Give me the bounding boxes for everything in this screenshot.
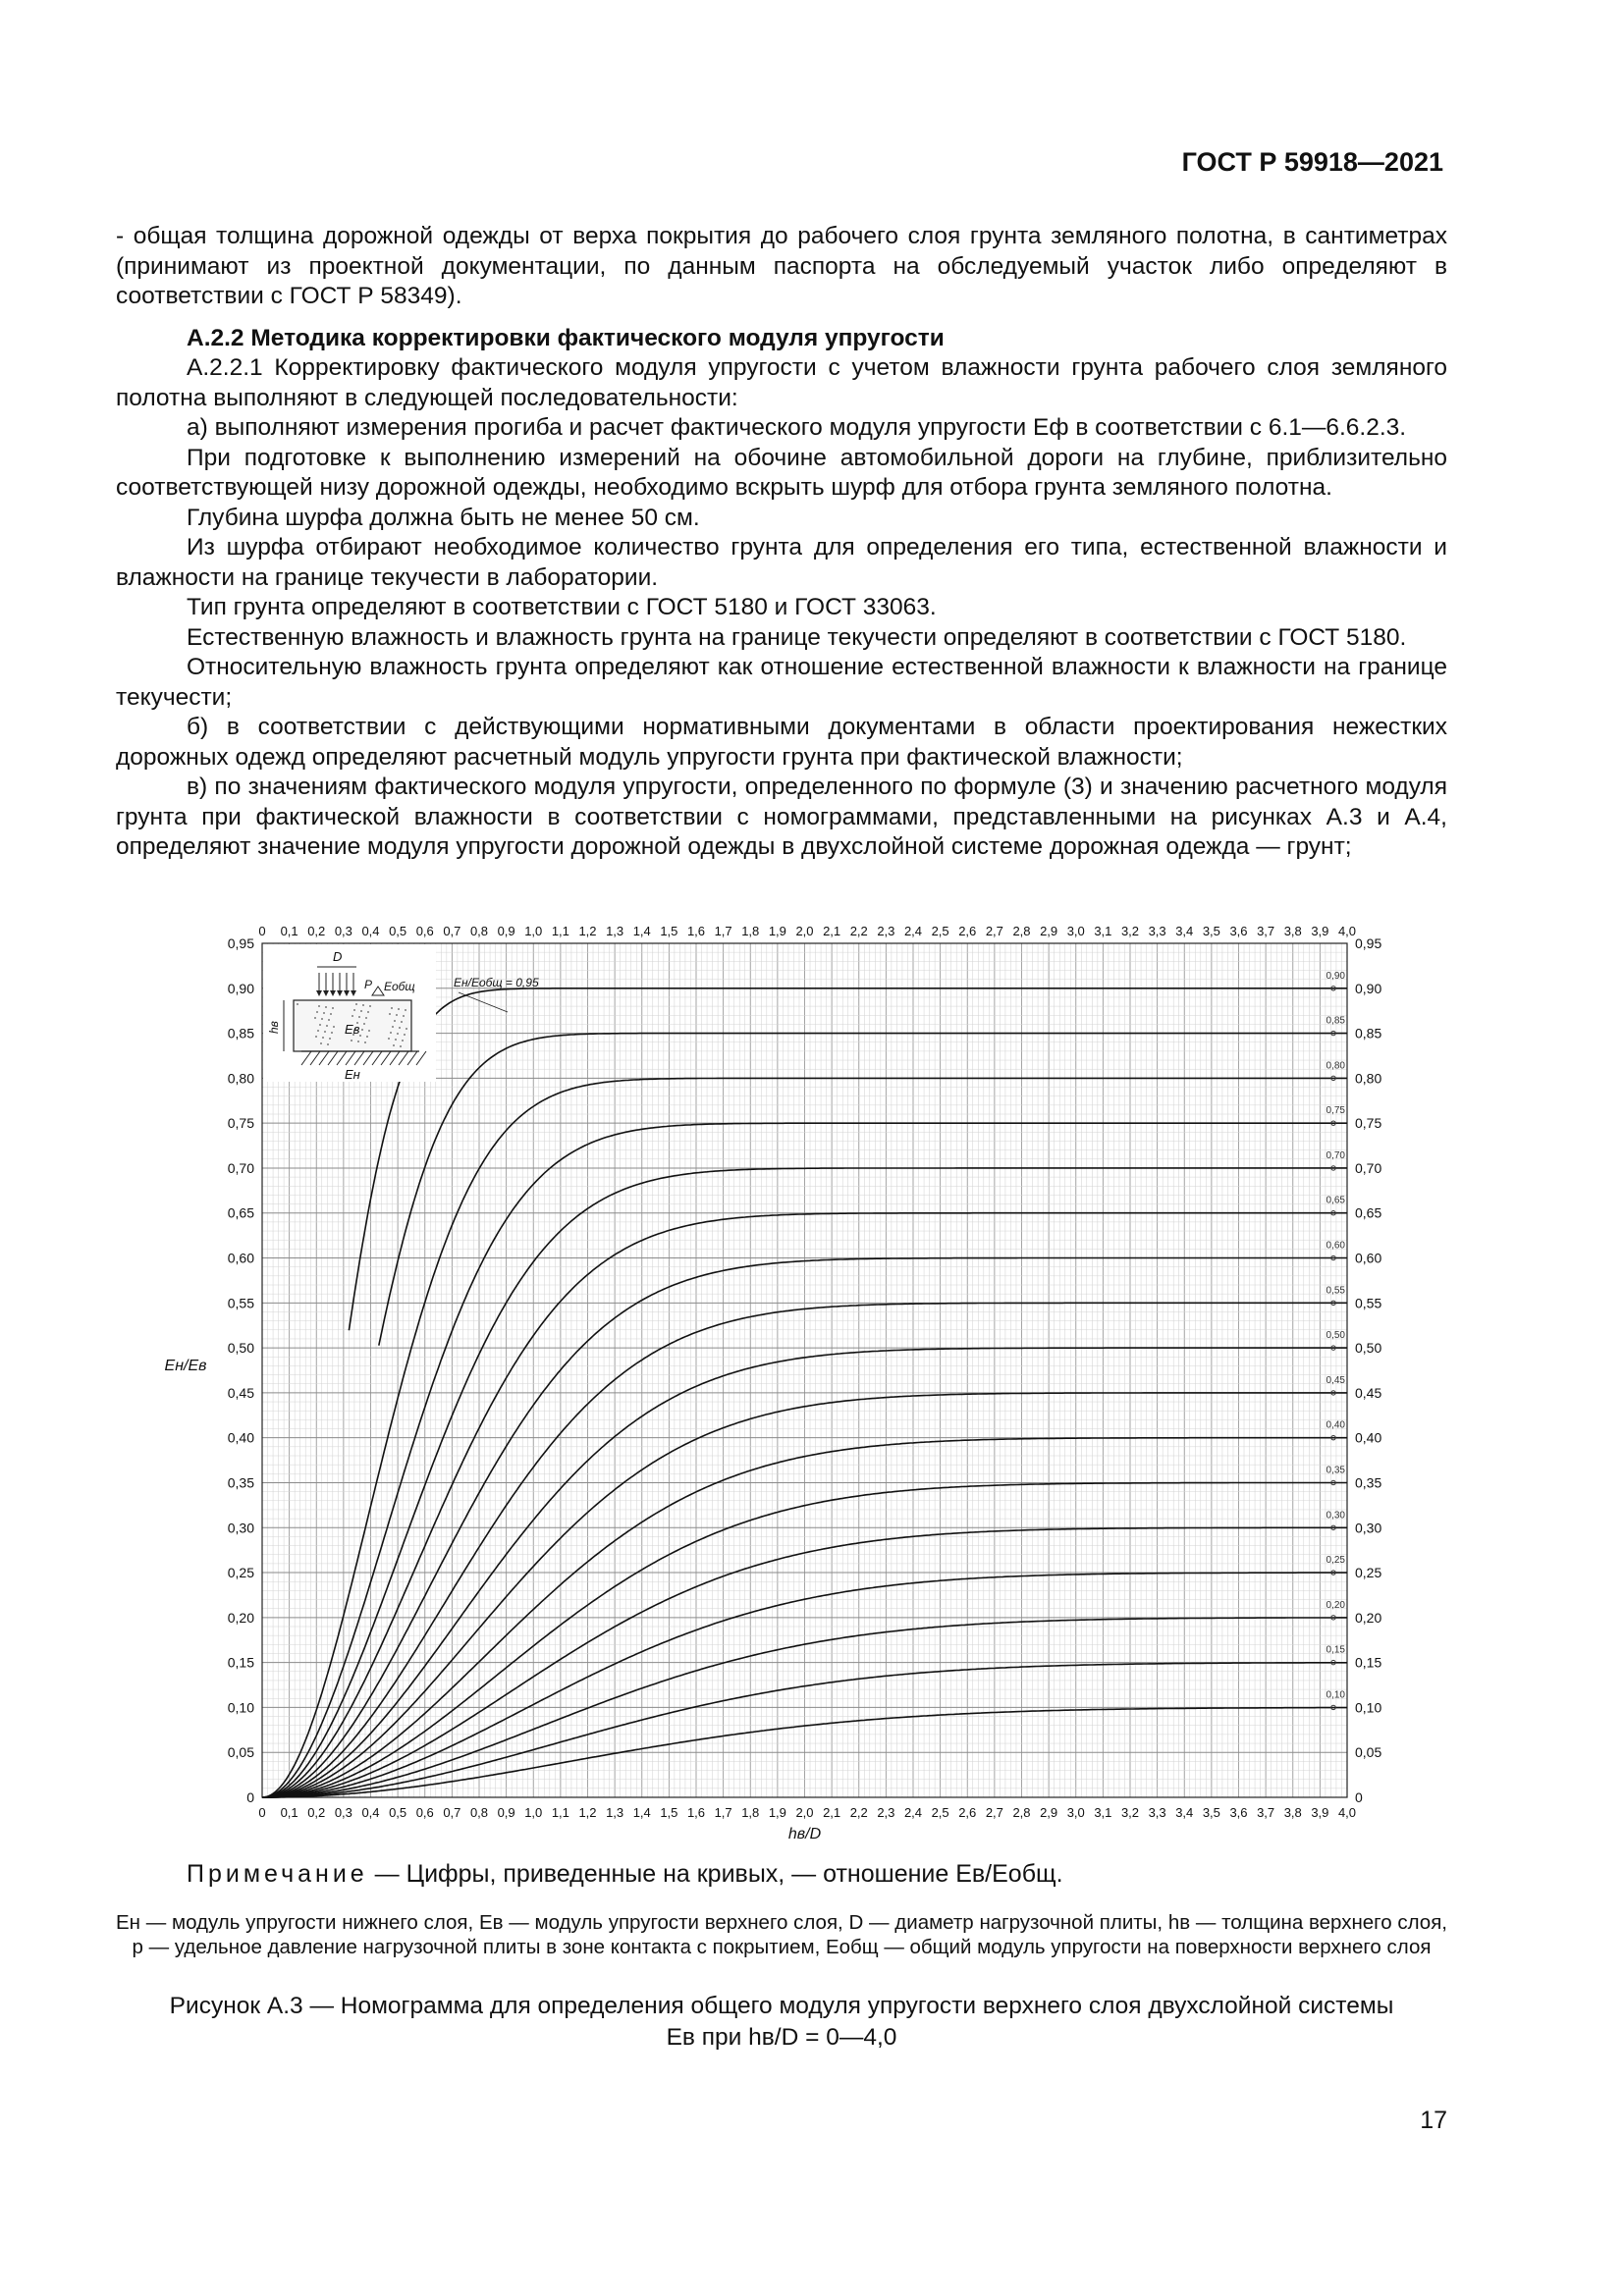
layer-dot (363, 1023, 365, 1025)
layer-dot (389, 1013, 391, 1015)
figure-legend: Eн — модуль упругости нижнего слоя, Eв — модуль упругости верхнего слоя, D — диаметр нагрузочной плиты, hв — толщина верхнего слоя, p — удельное давление нагрузочной плиты в зоне контакта с покрытием, Eобщ — общий модуль упругости на поверхности верхнего слоя (116, 1911, 1447, 1958)
x-tick-label-bottom: 1,3 (606, 1805, 624, 1820)
y-tick-label-right: 0,95 (1355, 935, 1382, 951)
x-tick-label-top: 3,3 (1148, 924, 1166, 938)
y-tick-label-right: 0,70 (1355, 1159, 1382, 1176)
y-tick-label-left: 0,40 (227, 1429, 254, 1446)
x-tick-label-top: 0,5 (389, 924, 407, 938)
x-tick-label-top: 4,0 (1337, 924, 1357, 938)
layer-dot (395, 1039, 397, 1041)
y-tick-label-right: 0,40 (1355, 1429, 1382, 1446)
y-tick-label-left: 0,75 (227, 1115, 254, 1132)
curve-label: 0,30 (1326, 1510, 1345, 1522)
y-tick-label-right: 0,80 (1355, 1070, 1382, 1087)
x-tick-label-bottom: 0 (258, 1805, 266, 1820)
x-tick-label-bottom: 0,1 (280, 1805, 298, 1820)
x-tick-label-top: 1,4 (632, 924, 651, 938)
y-tick-label-left: 0,05 (227, 1744, 254, 1761)
x-tick-label-bottom: 3,5 (1202, 1805, 1220, 1820)
y-axis-label: Eн/Eв (164, 1358, 207, 1374)
y-tick-label-left: 0,80 (227, 1070, 254, 1087)
inset-scheme (263, 944, 508, 1082)
x-tick-label-bottom: 3,2 (1120, 1805, 1140, 1820)
y-tick-label-right: 0,15 (1355, 1654, 1382, 1671)
curve-label: 0,90 (1326, 970, 1345, 982)
layer-dot (368, 1030, 370, 1032)
x-tick-label-top: 3,5 (1202, 924, 1220, 938)
layer-dot (322, 1037, 324, 1039)
x-tick-label-top: 1,3 (606, 924, 624, 938)
layer-dot (393, 1044, 395, 1046)
x-tick-label-top: 3,6 (1229, 924, 1248, 938)
y-tick-label-right: 0,35 (1355, 1474, 1382, 1491)
y-tick-label-right: 0,25 (1355, 1565, 1382, 1581)
x-tick-label-top: 2,8 (1012, 924, 1031, 938)
layer-dot (390, 1032, 392, 1034)
document-header: ГОСТ Р 59918—2021 (1181, 147, 1443, 177)
x-tick-label-bottom: 0,7 (443, 1805, 461, 1820)
layer-dot (333, 1026, 335, 1028)
layer-dot (358, 1016, 360, 1018)
x-tick-label-top: 0,9 (497, 924, 515, 938)
layer-dot (406, 1028, 407, 1030)
x-tick-label-top: 1,0 (524, 924, 543, 938)
inset-label-en: Eн (345, 1067, 360, 1082)
x-tick-label-bottom: 3,0 (1066, 1805, 1085, 1820)
y-tick-label-left: 0,45 (227, 1384, 254, 1401)
nomogram-chart (137, 908, 1414, 1841)
x-tick-label-top: 0,8 (469, 924, 489, 938)
curve-label: 0,75 (1326, 1105, 1345, 1117)
x-tick-label-bottom: 1,7 (714, 1805, 732, 1820)
curve-label: 0,80 (1326, 1060, 1345, 1072)
x-tick-label-top: 1,9 (768, 924, 786, 938)
x-tick-label-bottom: 3,8 (1283, 1805, 1302, 1820)
x-tick-label-top: 3,0 (1066, 924, 1085, 938)
curve-label: 0,55 (1326, 1285, 1345, 1297)
x-tick-label-top: 0,3 (334, 924, 352, 938)
curve-label: 0,45 (1326, 1374, 1345, 1386)
x-tick-label-bottom: 3,6 (1229, 1805, 1248, 1820)
x-tick-label-top: 3,1 (1094, 924, 1112, 938)
layer-dot (324, 1031, 326, 1033)
x-tick-label-bottom: 4,0 (1337, 1805, 1357, 1820)
y-tick-label-right: 0,30 (1355, 1520, 1382, 1536)
y-tick-label-left: 0,50 (227, 1340, 254, 1357)
x-tick-label-top: 0,7 (443, 924, 461, 938)
inset-label-ev: Eв (345, 1022, 360, 1037)
layer-dot (357, 1041, 359, 1042)
layer-dot (325, 1006, 327, 1008)
x-tick-label-top: 2,9 (1040, 924, 1058, 938)
caption-line-2: Eв при hв/D = 0—4,0 (666, 2024, 897, 2051)
layer-dot (353, 1009, 355, 1011)
layer-dot (352, 1015, 353, 1017)
layer-dot (388, 1038, 390, 1040)
layer-dot (316, 1011, 318, 1013)
inset-label-p: P (364, 978, 373, 991)
y-tick-label-right: 0,60 (1355, 1250, 1382, 1266)
x-tick-label-bottom: 3,3 (1148, 1805, 1166, 1820)
curve-label: 0,15 (1326, 1644, 1345, 1656)
x-tick-label-top: 1,6 (686, 924, 706, 938)
x-tick-label-bottom: 1,0 (524, 1805, 543, 1820)
y-tick-label-left: 0,70 (227, 1159, 254, 1176)
figure-note: Примечание — Цифры, приведенные на кривых, — отношение Eв/Eобщ. (187, 1860, 1063, 1888)
x-tick-label-top: 2,2 (849, 924, 868, 938)
paragraph-4: При подготовке к выполнению измерений на обочине автомобильной дороги на глубине, приблизительно соответствующей низу дорожной одежды, необходимо вскрыть шурф для отбора грунта земляного полотна. (116, 444, 1447, 501)
layer-dot (362, 1004, 364, 1006)
paragraph-2: A.2.2.1 Корректировку фактического модуля упругости с учетом влажности грунта рабочего слоя земляного полотна выполняют в следующей последовательности: (116, 354, 1447, 411)
x-tick-label-top: 2,0 (795, 924, 814, 938)
layer-dot (361, 1029, 363, 1031)
figure-caption (116, 1991, 1447, 2054)
y-tick-label-right: 0 (1355, 1789, 1363, 1805)
curve-label: 0,20 (1326, 1599, 1345, 1611)
layer-dot (405, 1009, 406, 1011)
x-tick-label-top: 1,1 (551, 924, 569, 938)
x-tick-label-bottom: 0,4 (361, 1805, 380, 1820)
page-number: 17 (1420, 2107, 1447, 2134)
x-tick-label-bottom: 0,3 (334, 1805, 352, 1820)
y-tick-label-right: 0,55 (1355, 1295, 1382, 1311)
y-tick-label-left: 0,10 (227, 1699, 254, 1716)
inset-label-hv: hв (267, 1021, 281, 1034)
curve-label: 0,70 (1326, 1149, 1345, 1161)
paragraph-10: б) в соответствии с действующими нормативными документами в области проектирования нежестких дорожных одежд определяют расчетный модуль упругости грунта при фактической влажности; (116, 714, 1447, 771)
layer-dot (401, 1021, 403, 1023)
layer-dot (364, 1041, 366, 1043)
y-tick-label-right: 0,85 (1355, 1025, 1382, 1041)
curve-label: 0,10 (1326, 1689, 1345, 1701)
x-tick-label-bottom: 0,2 (307, 1805, 326, 1820)
x-tick-label-bottom: 3,4 (1175, 1805, 1194, 1820)
x-tick-label-top: 0,2 (307, 924, 326, 938)
y-tick-label-left: 0,65 (227, 1204, 254, 1221)
y-tick-label-left: 0,85 (227, 1025, 254, 1041)
layer-dot (366, 1036, 368, 1038)
paragraph-6: Из шурфа отбирают необходимое количество грунта для определения его типа, естественной влажности и влажности на границе текучести в лаборатории. (116, 534, 1447, 591)
x-tick-label-bottom: 1,6 (686, 1805, 706, 1820)
x-axis-label: hв/D (787, 1826, 822, 1841)
x-tick-label-bottom: 2,9 (1040, 1805, 1058, 1820)
layer-dot (369, 1005, 371, 1007)
layer-dot (404, 1034, 406, 1036)
x-tick-label-top: 2,1 (823, 924, 841, 938)
paragraph-9: Относительную влажность грунта определяют как отношение естественной влажности к влажности на границе текучести; (116, 654, 1447, 711)
y-tick-label-right: 0,05 (1355, 1744, 1382, 1761)
paragraph-3: а) выполняют измерения прогиба и расчет фактического модуля упругости Eф в соответствии с 6.1—6.6.2.3. (187, 414, 1407, 441)
paragraph-7: Тип грунта определяют в соответствии с ГОСТ 5180 и ГОСТ 33063. (187, 594, 937, 620)
x-tick-label-top: 2,3 (877, 924, 895, 938)
x-tick-label-top: 3,7 (1257, 924, 1275, 938)
x-tick-label-top: 2,5 (931, 924, 949, 938)
layer-dot (297, 1003, 298, 1005)
inset-label-eobsh: Eобщ (384, 980, 415, 993)
layer-dot (328, 1019, 330, 1021)
y-tick-label-left: 0,20 (227, 1609, 254, 1626)
x-tick-label-bottom: 0,6 (415, 1805, 434, 1820)
y-tick-label-right: 0,50 (1355, 1340, 1382, 1357)
layer-dot (332, 1007, 334, 1009)
y-tick-label-right: 0,20 (1355, 1609, 1382, 1626)
paragraph-8: Естественную влажность и влажность грунта на границе текучести определяют в соответствии с ГОСТ 5180. (187, 623, 1407, 651)
x-tick-label-top: 3,4 (1175, 924, 1194, 938)
x-tick-label-top: 1,7 (714, 924, 732, 938)
x-tick-label-bottom: 1,2 (578, 1805, 597, 1820)
curve-label: 0,65 (1326, 1195, 1345, 1206)
layer-dot (327, 1043, 329, 1045)
y-tick-label-right: 0,65 (1355, 1204, 1382, 1221)
layer-dot (323, 1012, 325, 1014)
x-tick-label-bottom: 2,4 (903, 1805, 923, 1820)
layer-dot (365, 1017, 367, 1019)
x-tick-label-bottom: 2,2 (849, 1805, 868, 1820)
x-tick-label-bottom: 3,9 (1311, 1805, 1329, 1820)
layer-dot (400, 1045, 402, 1047)
layer-dot (355, 1003, 357, 1005)
curve-label: 0,35 (1326, 1465, 1345, 1476)
x-tick-label-bottom: 1,8 (741, 1805, 760, 1820)
paragraph-11: в) по значениям фактического модуля упругости, определенного по формуле (3) и значению расчетного модуля грунта при фактической влажности в соответствии с номограммами, представленными на рисунках А.3 и А.4, определяют значение модуля упругости дорожной одежды в двухслойной системе дорожная одежда — грунт; (116, 774, 1447, 860)
x-tick-label-bottom: 1,4 (632, 1805, 651, 1820)
x-tick-label-bottom: 1,1 (551, 1805, 569, 1820)
body-text (116, 222, 1447, 863)
layer-dot (392, 1026, 394, 1028)
x-tick-label-bottom: 2,5 (931, 1805, 949, 1820)
layer-dot (397, 1033, 399, 1035)
curve-label: 0,25 (1326, 1555, 1345, 1567)
layer-dot (319, 1024, 321, 1026)
layer-dot (391, 1007, 393, 1009)
x-tick-label-top: 2,7 (985, 924, 1003, 938)
x-tick-label-top: 0,4 (361, 924, 380, 938)
y-tick-label-left: 0,15 (227, 1654, 254, 1671)
y-tick-label-left: 0,55 (227, 1295, 254, 1311)
layer-dot (360, 1010, 362, 1012)
layer-dot (315, 1036, 317, 1038)
y-tick-label-right: 0,75 (1355, 1115, 1382, 1132)
curve-label: 0,85 (1326, 1015, 1345, 1027)
inset-formula: Eн/Eобщ = 0,95 (454, 976, 539, 989)
layer-dot (320, 1042, 322, 1044)
x-tick-label-bottom: 0,8 (469, 1805, 489, 1820)
x-tick-label-bottom: 2,7 (985, 1805, 1003, 1820)
x-tick-label-bottom: 3,7 (1257, 1805, 1275, 1820)
caption-line-1: Рисунок А.3 — Номограмма для определения общего модуля упругости верхнего слоя двухслойной системы (169, 1993, 1394, 2019)
x-tick-label-top: 2,4 (903, 924, 923, 938)
y-tick-label-left: 0,90 (227, 980, 254, 996)
layer-dot (321, 1018, 323, 1020)
x-tick-label-top: 2,6 (958, 924, 977, 938)
curve-label: 0,60 (1326, 1240, 1345, 1252)
y-tick-label-left: 0,60 (227, 1250, 254, 1266)
x-tick-label-bottom: 0,5 (389, 1805, 407, 1820)
y-tick-label-left: 0,35 (227, 1474, 254, 1491)
layer-dot (351, 1040, 352, 1041)
curve-label: 0,40 (1326, 1419, 1345, 1431)
layer-dot (330, 1013, 332, 1015)
curve-0-85 (379, 1034, 1347, 1346)
x-tick-label-bottom: 2,1 (823, 1805, 841, 1820)
x-tick-label-top: 3,9 (1311, 924, 1329, 938)
curve-label: 0,50 (1326, 1330, 1345, 1342)
layer-dot (331, 1032, 333, 1034)
layer-dot (398, 1008, 400, 1010)
x-tick-label-bottom: 0,9 (497, 1805, 515, 1820)
x-tick-label-bottom: 3,1 (1094, 1805, 1112, 1820)
x-tick-label-top: 0,6 (415, 924, 434, 938)
layer-dot (402, 1040, 404, 1041)
layer-dot (314, 1017, 316, 1019)
x-tick-label-bottom: 2,3 (877, 1805, 895, 1820)
x-tick-label-bottom: 1,5 (660, 1805, 678, 1820)
y-tick-label-right: 0,45 (1355, 1384, 1382, 1401)
y-tick-label-right: 0,90 (1355, 980, 1382, 996)
layer-dot (394, 1020, 396, 1022)
layer-dot (399, 1027, 401, 1029)
x-tick-label-top: 3,8 (1283, 924, 1302, 938)
section-heading: A.2.2 Методика корректировки фактического модуля упругости (187, 324, 945, 351)
formula-leader (459, 992, 508, 1012)
y-tick-label-left: 0 (246, 1789, 254, 1805)
x-tick-label-top: 1,5 (660, 924, 678, 938)
x-tick-label-bottom: 2,6 (958, 1805, 977, 1820)
x-tick-label-bottom: 2,0 (795, 1805, 814, 1820)
layer-dot (403, 1015, 405, 1017)
x-tick-label-bottom: 1,9 (768, 1805, 786, 1820)
layer-dot (396, 1014, 398, 1016)
y-tick-label-left: 0,95 (227, 935, 254, 951)
y-tick-label-left: 0,25 (227, 1565, 254, 1581)
inset-label-d: D (333, 949, 343, 964)
x-tick-label-top: 3,2 (1120, 924, 1140, 938)
x-tick-label-top: 1,8 (741, 924, 760, 938)
x-tick-label-top: 0 (258, 924, 266, 938)
x-tick-label-bottom: 2,8 (1012, 1805, 1031, 1820)
layer-dot (329, 1038, 331, 1040)
layer-dot (326, 1025, 328, 1027)
paragraph-1: - общая толщина дорожной одежды от верха покрытия до рабочего слоя грунта земляного полотна, в сантиметрах (принимают из проектной документации, по данным паспорта на обследуемый участок либо определяют в соответствии с ГОСТ Р 58349). (116, 223, 1447, 309)
layer-dot (317, 1030, 319, 1032)
y-tick-label-left: 0,30 (227, 1520, 254, 1536)
y-tick-label-right: 0,10 (1355, 1699, 1382, 1716)
x-tick-label-top: 0,1 (280, 924, 298, 938)
x-tick-label-top: 1,2 (578, 924, 597, 938)
layer-dot (367, 1011, 369, 1013)
paragraph-5: Глубина шурфа должна быть не менее 50 см. (187, 504, 700, 531)
layer-dot (318, 1005, 320, 1007)
